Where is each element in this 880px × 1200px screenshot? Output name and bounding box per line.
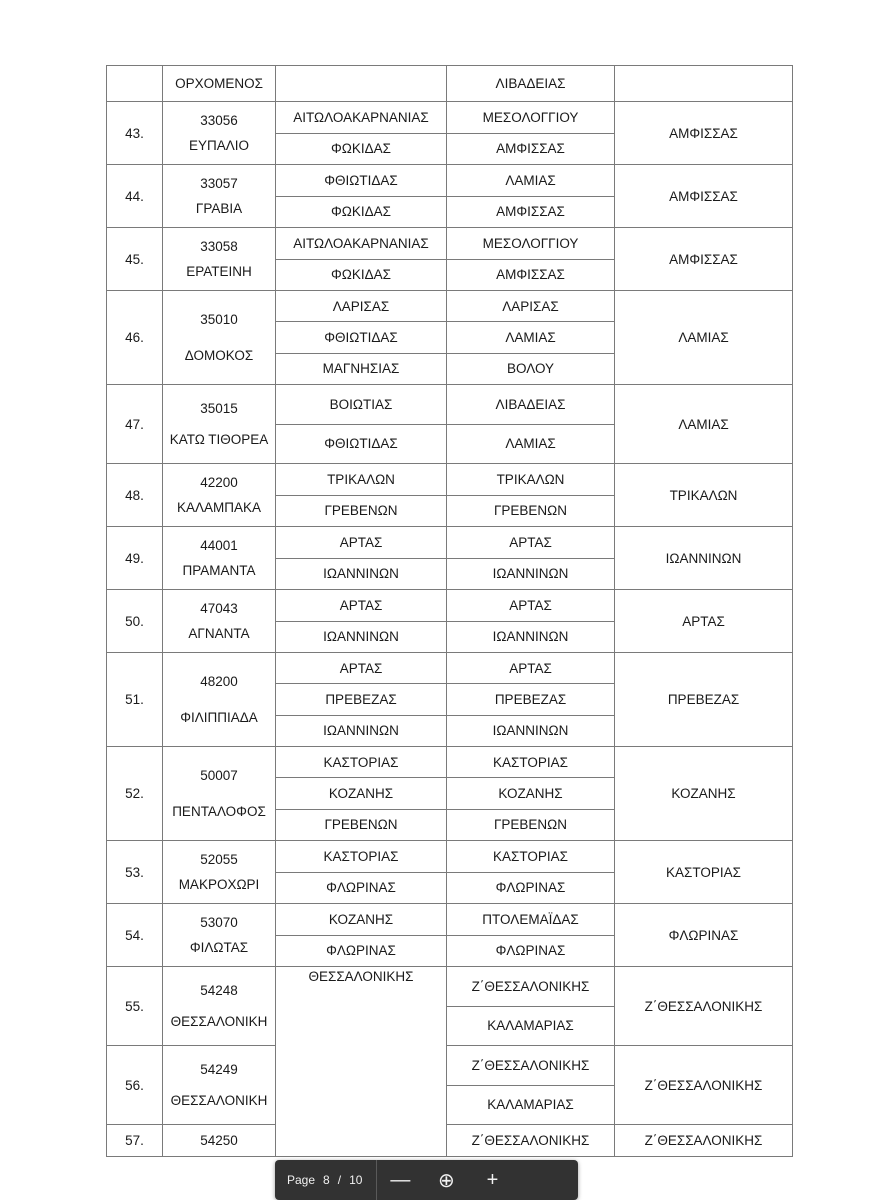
zoom-in-button[interactable]: + <box>486 1168 499 1191</box>
prefecture-cell: ΦΩΚΙΔΑΣ <box>276 259 447 291</box>
postal-code-cell <box>163 228 276 291</box>
row-number: 57. <box>107 1125 163 1157</box>
page-label: Page <box>287 1173 316 1187</box>
postal-code-cell <box>163 967 276 1046</box>
prefecture-cell: ΦΩΚΙΔΑΣ <box>276 133 447 165</box>
city-cell: ΚΟΖΑΝΗΣ <box>447 778 615 809</box>
postal-code: 35015 <box>200 401 238 416</box>
postal-code-cell <box>163 291 276 385</box>
city-cell: ΦΛΩΡΙΝΑΣ <box>447 872 615 904</box>
court-cell: ΛΑΜΙΑΣ <box>615 291 793 385</box>
place-name: ΚΑΛΑΜΠΑΚΑ <box>176 500 262 516</box>
prefecture-cell: ΠΡΕΒΕΖΑΣ <box>276 684 447 715</box>
prefecture-cell: ΜΑΓΝΗΣΙΑΣ <box>276 353 447 384</box>
table-row <box>107 841 793 873</box>
pdf-page-toolbar <box>275 1160 578 1200</box>
postal-code: 54249 <box>200 1062 238 1077</box>
city-cell: ΓΡΕΒΕΝΩΝ <box>447 809 615 840</box>
court-cell: ΚΑΣΤΟΡΙΑΣ <box>615 841 793 904</box>
page-total: 10 <box>349 1173 363 1187</box>
city-cell: ΛΑΡΙΣΑΣ <box>447 291 615 322</box>
court-cell: Ζ΄ΘΕΣΣΑΛΟΝΙΚΗΣ <box>615 1046 793 1125</box>
place-name: ΔΟΜΟΚΟΣ <box>184 348 254 363</box>
city-cell: ΜΕΣΟΛΟΓΓΙΟΥ <box>447 102 615 134</box>
table-row <box>107 66 793 102</box>
court-cell: ΑΜΦΙΣΣΑΣ <box>615 165 793 228</box>
postal-code-cell <box>163 1046 276 1125</box>
table-row <box>107 464 793 496</box>
postal-code: 53070 <box>200 914 238 930</box>
postal-code: 54248 <box>200 983 238 998</box>
table-row <box>107 228 793 260</box>
table-row <box>107 653 793 684</box>
city-cell: Ζ΄ΘΕΣΣΑΛΟΝΙΚΗΣ <box>447 1125 615 1157</box>
table-row <box>107 1046 793 1086</box>
prefecture-cell: ΓΡΕΒΕΝΩΝ <box>276 809 447 840</box>
postal-code-cell <box>163 464 276 527</box>
row-number: 44. <box>107 165 163 228</box>
prefecture-cell: ΑΙΤΩΛΟΑΚΑΡΝΑΝΙΑΣ <box>276 228 447 260</box>
court-cell: ΑΜΦΙΣΣΑΣ <box>615 102 793 165</box>
postal-code: 54250 <box>200 1133 238 1148</box>
city-cell: Ζ΄ΘΕΣΣΑΛΟΝΙΚΗΣ <box>447 1046 615 1086</box>
place-name: ΟΡΧΟΜΕΝΟΣ <box>175 76 263 91</box>
postal-code-cell <box>163 841 276 904</box>
postal-code: 47043 <box>200 600 238 616</box>
prefecture-cell: ΦΘΙΩΤΙΔΑΣ <box>276 424 447 464</box>
row-number: 50. <box>107 590 163 653</box>
page-current[interactable]: 8 <box>323 1173 330 1187</box>
court-cell: ΑΡΤΑΣ <box>615 590 793 653</box>
prefecture-cell: ΑΙΤΩΛΟΑΚΑΡΝΑΝΙΑΣ <box>276 102 447 134</box>
zoom-out-button[interactable]: — <box>390 1168 411 1191</box>
place-name: ΑΓΝΑΝΤΑ <box>188 626 250 642</box>
row-number: 52. <box>107 747 163 841</box>
city-cell: ΑΡΤΑΣ <box>447 653 615 684</box>
city-cell: ΚΑΛΑΜΑΡΙΑΣ <box>447 1006 615 1046</box>
city-cell: ΙΩΑΝΝΙΝΩΝ <box>447 621 615 653</box>
city-cell: ΦΛΩΡΙΝΑΣ <box>447 935 615 967</box>
postal-code: 50007 <box>200 768 238 783</box>
postal-code-cell <box>163 1125 276 1157</box>
table-row <box>107 747 793 778</box>
prefecture-cell: ΚΑΣΤΟΡΙΑΣ <box>276 841 447 873</box>
place-name: ΠΡΑΜΑΝΤΑ <box>182 563 256 579</box>
court-cell <box>615 66 793 102</box>
row-number: 43. <box>107 102 163 165</box>
row-number: 51. <box>107 653 163 747</box>
prefecture-cell: ΦΩΚΙΔΑΣ <box>276 196 447 228</box>
table-row <box>107 527 793 559</box>
prefecture-cell: ΤΡΙΚΑΛΩΝ <box>276 464 447 496</box>
document-table <box>106 65 793 1157</box>
place-name: ΕΥΠΑΛΙΟ <box>188 138 250 154</box>
city-cell: ΑΜΦΙΣΣΑΣ <box>447 133 615 165</box>
table-row <box>107 967 793 1007</box>
city-cell: ΑΡΤΑΣ <box>447 590 615 622</box>
prefecture-cell: ΦΘΙΩΤΙΔΑΣ <box>276 165 447 197</box>
postal-code-cell <box>163 653 276 747</box>
prefecture-cell: ΑΡΤΑΣ <box>276 590 447 622</box>
row-number: 49. <box>107 527 163 590</box>
postal-code: 44001 <box>200 537 238 553</box>
row-number: 46. <box>107 291 163 385</box>
city-cell: ΛΑΜΙΑΣ <box>447 165 615 197</box>
row-number: 54. <box>107 904 163 967</box>
place-name: ΦΙΛΩΤΑΣ <box>189 940 249 956</box>
postal-code-cell <box>163 385 276 464</box>
court-cell: Ζ΄ΘΕΣΣΑΛΟΝΙΚΗΣ <box>615 967 793 1046</box>
city-cell: ΚΑΣΤΟΡΙΑΣ <box>447 747 615 778</box>
city-cell: ΑΜΦΙΣΣΑΣ <box>447 196 615 228</box>
prefecture-cell: ΦΛΩΡΙΝΑΣ <box>276 872 447 904</box>
postal-code-cell <box>163 165 276 228</box>
city-cell: ΙΩΑΝΝΙΝΩΝ <box>447 715 615 746</box>
prefecture-cell: ΚΑΣΤΟΡΙΑΣ <box>276 747 447 778</box>
postal-code: 35010 <box>200 312 238 327</box>
prefecture-cell: ΙΩΑΝΝΙΝΩΝ <box>276 715 447 746</box>
postal-code: 48200 <box>200 674 238 689</box>
row-number: 48. <box>107 464 163 527</box>
prefecture-cell: ΘΕΣΣΑΛΟΝΙΚΗΣ <box>276 967 447 1157</box>
prefecture-cell: ΚΟΖΑΝΗΣ <box>276 904 447 936</box>
prefecture-cell: ΛΑΡΙΣΑΣ <box>276 291 447 322</box>
prefecture-cell: ΑΡΤΑΣ <box>276 527 447 559</box>
city-cell: ΑΜΦΙΣΣΑΣ <box>447 259 615 291</box>
city-cell: ΚΑΛΑΜΑΡΙΑΣ <box>447 1085 615 1125</box>
postal-code: 33058 <box>200 238 238 254</box>
page-indicator <box>275 1160 370 1200</box>
city-cell: ΒΟΛΟΥ <box>447 353 615 384</box>
prefecture-cell: ΚΟΖΑΝΗΣ <box>276 778 447 809</box>
table-row <box>107 102 793 134</box>
table-row <box>107 165 793 197</box>
prefecture-cell: ΦΛΩΡΙΝΑΣ <box>276 935 447 967</box>
place-name: ΓΡΑΒΙΑ <box>195 201 243 217</box>
postal-code: 33057 <box>200 175 238 191</box>
city-cell: ΙΩΑΝΝΙΝΩΝ <box>447 558 615 590</box>
place-name: ΜΑΚΡΟΧΩΡΙ <box>178 877 260 893</box>
place-name: ΠΕΝΤΑΛΟΦΟΣ <box>172 804 266 819</box>
court-cell: ΛΑΜΙΑΣ <box>615 385 793 464</box>
prefecture-cell <box>276 66 447 102</box>
prefecture-cell: ΙΩΑΝΝΙΝΩΝ <box>276 558 447 590</box>
table-row <box>107 904 793 936</box>
court-cell: ΑΜΦΙΣΣΑΣ <box>615 228 793 291</box>
row-number: 45. <box>107 228 163 291</box>
city-cell: ΤΡΙΚΑΛΩΝ <box>447 464 615 496</box>
prefecture-cell: ΦΘΙΩΤΙΔΑΣ <box>276 322 447 353</box>
zoom-fit-icon[interactable]: ⊕ <box>438 1169 455 1192</box>
place-name: ΘΕΣΣΑΛΟΝΙΚΗ <box>170 1093 268 1108</box>
prefecture-cell: ΒΟΙΩΤΙΑΣ <box>276 385 447 425</box>
page-separator: / <box>337 1173 342 1187</box>
city-cell: ΛΙΒΑΔΕΙΑΣ <box>447 66 615 102</box>
row-number: 47. <box>107 385 163 464</box>
postal-code-cell <box>163 102 276 165</box>
city-cell: ΛΑΜΙΑΣ <box>447 322 615 353</box>
postal-code-cell <box>163 66 276 102</box>
postal-code-cell <box>163 527 276 590</box>
city-cell: ΚΑΣΤΟΡΙΑΣ <box>447 841 615 873</box>
row-number: 55. <box>107 967 163 1046</box>
postal-code-cell <box>163 904 276 967</box>
court-cell: ΙΩΑΝΝΙΝΩΝ <box>615 527 793 590</box>
place-name: ΦΙΛΙΠΠΙΑΔΑ <box>180 710 258 725</box>
court-cell: ΚΟΖΑΝΗΣ <box>615 747 793 841</box>
postal-code-cell <box>163 590 276 653</box>
table-row <box>107 385 793 425</box>
postal-code: 42200 <box>200 474 238 490</box>
court-cell: ΤΡΙΚΑΛΩΝ <box>615 464 793 527</box>
city-cell: ΠΤΟΛΕΜΑΪΔΑΣ <box>447 904 615 936</box>
city-cell: ΑΡΤΑΣ <box>447 527 615 559</box>
row-number: 56. <box>107 1046 163 1125</box>
row-number: 53. <box>107 841 163 904</box>
city-cell: ΓΡΕΒΕΝΩΝ <box>447 495 615 527</box>
postal-code-cell <box>163 747 276 841</box>
city-cell: ΜΕΣΟΛΟΓΓΙΟΥ <box>447 228 615 260</box>
court-cell: Ζ΄ΘΕΣΣΑΛΟΝΙΚΗΣ <box>615 1125 793 1157</box>
table-row <box>107 291 793 322</box>
table-row <box>107 590 793 622</box>
prefecture-cell: ΓΡΕΒΕΝΩΝ <box>276 495 447 527</box>
city-cell: ΛΑΜΙΑΣ <box>447 424 615 464</box>
city-cell: ΠΡΕΒΕΖΑΣ <box>447 684 615 715</box>
prefecture-cell: ΙΩΑΝΝΙΝΩΝ <box>276 621 447 653</box>
place-name: ΘΕΣΣΑΛΟΝΙΚΗ <box>170 1014 268 1029</box>
place-name: ΕΡΑΤΕΙΝΗ <box>186 264 252 280</box>
postal-code: 52055 <box>200 851 238 867</box>
table-row <box>107 1125 793 1157</box>
postal-code: 33056 <box>200 112 238 128</box>
place-name: ΚΑΤΩ ΤΙΘΟΡΕΑ <box>169 432 269 447</box>
city-cell: ΛΙΒΑΔΕΙΑΣ <box>447 385 615 425</box>
row-number <box>107 66 163 102</box>
court-cell: ΠΡΕΒΕΖΑΣ <box>615 653 793 747</box>
prefecture-cell: ΑΡΤΑΣ <box>276 653 447 684</box>
court-cell: ΦΛΩΡΙΝΑΣ <box>615 904 793 967</box>
city-cell: Ζ΄ΘΕΣΣΑΛΟΝΙΚΗΣ <box>447 967 615 1007</box>
